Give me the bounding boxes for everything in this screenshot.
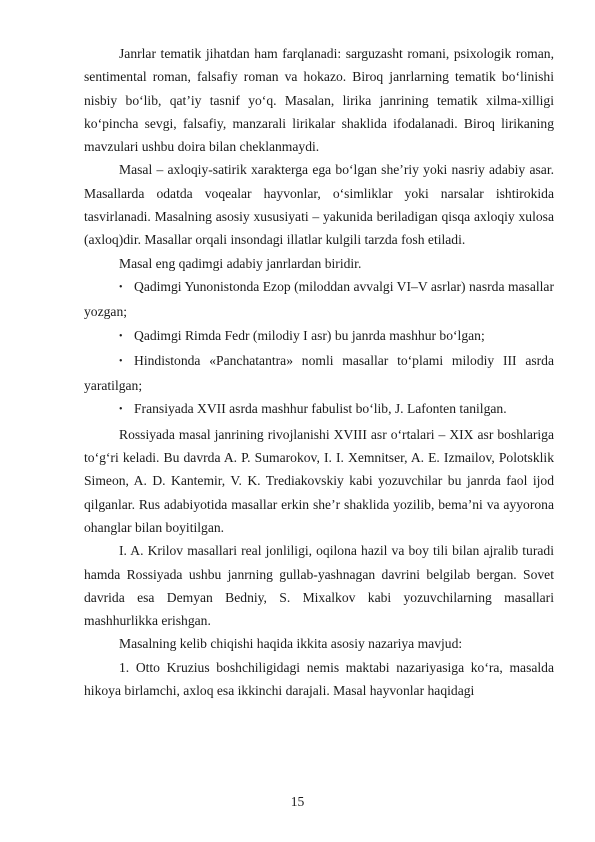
paragraph-russia: Rossiyada masal janrining rivojlanishi XVIII asr o‘rtalari – XIX asr boshlariga to‘g‘ri keladi. Bu davrda A. P. Sumarokov, I. I. Xemnitser, A. E. Izmailov, Polotsklik Simeon, A. D. Kantemir, V. K. Trediakovskiy kabi yozuvchilar bu janrda faol ijod qilganlar. Rus adabiyotida masallar erkin she’r shaklida yozilib, bema’ni va ayyorona ohanglar bilan boyitilgan. — [84, 426, 554, 535]
list-item-aesop — [84, 275, 554, 324]
list-item-text: Fransiyada XVII asrda mashhur fabulist bo‘lib, J. Lafonten tanilgan. — [134, 401, 507, 417]
bullet-icon — [119, 275, 134, 300]
bullet-icon — [119, 349, 134, 374]
list-item-panchatantra — [84, 349, 554, 398]
paragraph-genre-themes: Janrlar tematik jihatdan ham farqlanadi: sarguzasht romani, psixologik roman, sentimental roman, falsafiy roman va hokazo. Biroq janrlarning tematik bo‘linishi nisbiy bo‘lib, qat’iy tasnif yo‘q. Masalan, lirika janrining tematik xilma-xilligi ko‘pincha sevgi, falsafiy, manzarali lirikalar shaklida ifodalanadi. Biroq lirikaning mavzulari ushbu doira bilan cheklanmaydi. — [84, 46, 554, 155]
paragraph-krylov: I. A. Krilov masallari real jonliligi, oqilona hazil va boy tili bilan ajralib turadi hamda Rossiyada ushbu janrning gullab-yashnagan davrini belgilab bergan. Sovet davrida esa Demyan Bedniy, S. Mixalkov kabi yozuvchilarning masallari mashhurlikka erishgan. — [84, 543, 554, 629]
bullet-icon — [119, 397, 134, 422]
page-number: 15 — [290, 794, 305, 809]
paragraph-theory-one: 1. Otto Kruzius boshchiligidagi nemis maktabi nazariyasiga ko‘ra, masalda hikoya birlamchi, axloq esa ikkinchi darajali. Masal hayvonlar haqidagi — [84, 659, 554, 699]
list-item-phaedrus — [84, 324, 554, 349]
list-item-lafontaine — [84, 397, 554, 422]
paragraph-fable-definition: Masal – axloqiy-satirik xarakterga ega bo‘lgan she’riy yoki nasriy adabiy asar. Masallarda odatda voqealar hayvonlar, o‘simliklar yoki narsalar ishtirokida tasvirlanadi. Masalning asosiy xususiyati – yakunida beriladigan qisqa axloqiy xulosa (axloq)dir. Masallar orqali insondagi illatlar kulgili tarzda fosh etiladi. — [84, 162, 554, 248]
paragraph-theories: Masalning kelib chiqishi haqida ikkita asosiy nazariya mavjud: — [119, 636, 463, 652]
list-item-text: Qadimgi Rimda Fedr (milodiy I asr) bu janrda mashhur bo‘lgan; — [134, 327, 485, 343]
page-body — [84, 42, 554, 702]
paragraph-fable-oldest: Masal eng qadimgi adabiy janrlardan biridir. — [119, 255, 362, 271]
list-item-text: Qadimgi Yunonistonda Ezop (miloddan avvalgi VI–V asrlar) nasrda masallar yozgan; — [84, 278, 554, 320]
bullet-icon — [119, 324, 134, 349]
list-item-text: Hindistonda «Panchatantra» nomli masallar to‘plami milodiy III asrda yaratilgan; — [84, 352, 554, 394]
